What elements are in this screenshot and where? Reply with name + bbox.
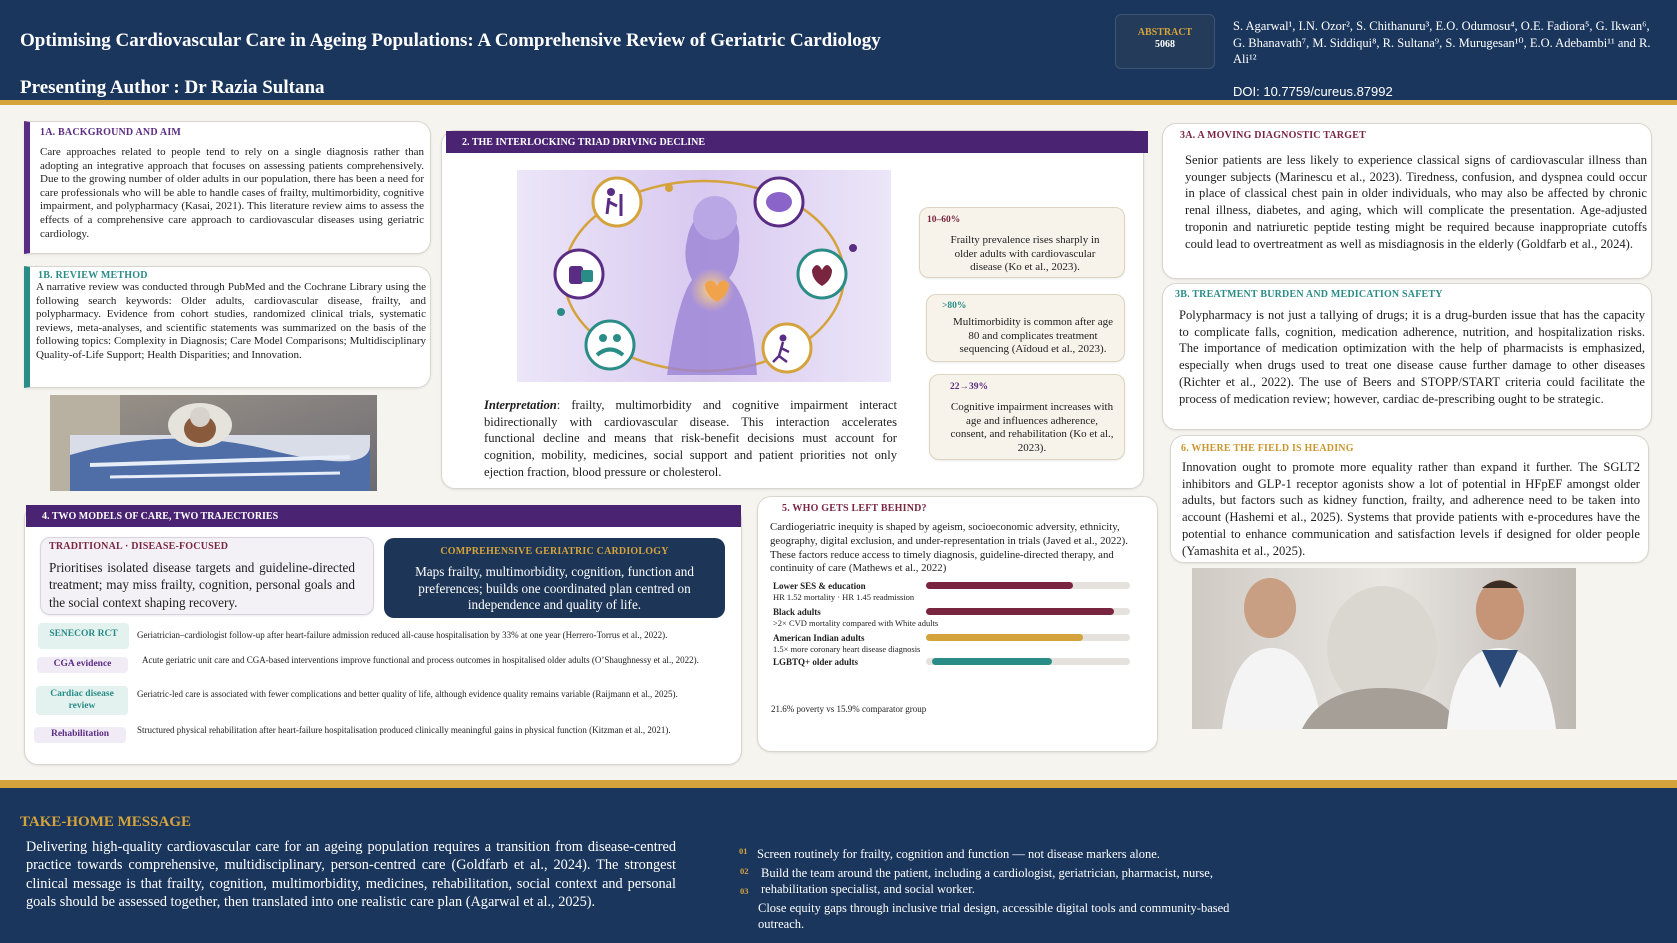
equity-group-stat: >2× CVD mortality compared with White adults <box>773 618 939 628</box>
take-home-number: 01 <box>739 846 748 856</box>
abstract-badge <box>1115 14 1215 69</box>
section-field-heading <box>1170 435 1649 563</box>
model-text: Prioritises isolated disease targets and guideline-directed treatment; may miss frailty, cognition, personal goals and the social context shaping recovery. <box>49 560 355 610</box>
model-title: TRADITIONAL · DISEASE-FOCUSED <box>49 541 229 552</box>
take-home-item: Build the team around the patient, including a cardiologist, geriatrician, pharmacist, nurse, rehabilitation specialist, and social worker. <box>761 866 1213 896</box>
equity-group-label: Lower SES & education <box>773 581 866 591</box>
stat-description: Cognitive impairment increases with age and influences adherence, consent, and rehabilitation (Ko et al., 2023). <box>950 401 1114 454</box>
frailty-node-icon <box>593 178 641 226</box>
poverty-footnote: 21.6% poverty vs 15.9% comparator group <box>771 704 927 714</box>
evidence-text: Structured physical rehabilitation after heart-failure hospitalisation produced clinically meaningful gains in physical function (Kitzman et al., 2021). <box>137 725 671 735</box>
triad-illustration <box>517 170 891 382</box>
model-text: Maps frailty, multimorbidity, cognition, function and preferences; builds one coordinated plan centred on independence and quality of life. <box>415 564 694 612</box>
triad-figure-svg <box>517 170 891 382</box>
medication-node-icon <box>555 250 603 298</box>
poster-title: Optimising Cardiovascular Care in Ageing Populations: A Comprehensive Review of Geriatric Cardiology <box>20 30 881 51</box>
equity-group-stat: 1.5× more coronary heart disease diagnosis <box>773 644 921 654</box>
section-title: 5. WHO GETS LEFT BEHIND? <box>782 503 927 514</box>
section-text: Polypharmacy is not just a tallying of drugs; it is a drug-burden issue that has the capacity to complicate falls, cognition, medication adherence, nutrition, and hospitalization risks. The importance of medication optimization with the help of pharmacists is emphasized, especially when drugs used to treat one disease cause further damage to other diseases (Richter et al., 2022). The use of Beers and STOPP/START criteria could facilitate the process of medication review; however, cardiac de-prescribing ought to be strategic. <box>1179 308 1645 406</box>
take-home-footer <box>0 780 1677 943</box>
section-who-left-behind <box>757 496 1158 752</box>
equity-group-label: LGBTQ+ older adults <box>773 657 858 667</box>
equity-bar-track <box>926 582 1130 589</box>
section-title: 1A. BACKGROUND AND AIM <box>40 127 182 138</box>
traditional-model-card <box>40 537 374 615</box>
stat-card-multimorbidity <box>926 294 1125 362</box>
brain-node-icon <box>755 178 803 226</box>
section-title: 1B. REVIEW METHOD <box>38 270 148 281</box>
take-home-number: 02 <box>740 866 749 876</box>
take-home-item: Close equity gaps through inclusive trial design, accessible digital tools and community-based outreach. <box>758 901 1230 931</box>
patient-in-bed-photo <box>50 395 377 491</box>
section-title: 6. WHERE THE FIELD IS HEADING <box>1181 443 1354 454</box>
stat-percent: 22→39% <box>950 382 988 392</box>
section-title-band: 2. THE INTERLOCKING TRIAD DRIVING DECLINE <box>446 131 1148 153</box>
interpretation-label: Interpretation <box>484 398 557 412</box>
clinicians-with-patient-photo <box>1192 568 1576 729</box>
stat-card-cognition <box>929 374 1125 460</box>
equity-group-stat: HR 1.52 mortality · HR 1.45 readmission <box>773 592 915 602</box>
take-home-text: Delivering high-quality cardiovascular care for an ageing population requires a transition from disease-centred practice towards comprehensive, multidisciplinary, person-centred care (Goldfarb et al., 2024). The strongest clinical message is that frailty, cognition, multimorbidity, medicines, rehabilitation, social context and personal goals should be assessed together, then translated into one realistic care plan (Agarwal et al., 2025). <box>26 839 676 910</box>
section-text: Cardiogeriatric inequity is shaped by ageism, socioeconomic adversity, ethnicity, geography, digital exclusion, and under-representation in trials (Javed et al., 2022). These factors reduce access to timely diagnosis, guideline-directed therapy, and continuity of care (Mathews et al., 2022) <box>770 521 1128 575</box>
equity-bar-fill <box>926 608 1114 615</box>
triad-interpretation <box>484 397 897 481</box>
equity-bar-fill <box>932 658 1052 665</box>
section-background-aim <box>24 121 431 254</box>
stat-description: Frailty prevalence rises sharply in older adults with cardiovascular disease (Ko et al., 2023). <box>950 234 1100 273</box>
evidence-text: Acute geriatric unit care and CGA-based interventions improve functional and process outcomes in hospitalised older adults (O’Shaughnessy et al., 2022). <box>142 655 699 665</box>
patient-photo-illustration <box>50 395 377 491</box>
stat-percent: 10–60% <box>927 215 961 225</box>
clinicians-photo-illustration <box>1192 568 1576 729</box>
evidence-tag-cardiac-review: Cardiac disease review <box>36 686 128 715</box>
take-home-number: 03 <box>740 886 749 896</box>
section-medication-safety <box>1162 283 1652 430</box>
equity-group-label: Black adults <box>773 607 821 617</box>
equity-group-label: American Indian adults <box>773 633 865 643</box>
stat-percent: >80% <box>942 301 967 311</box>
stat-description: Multimorbidity is common after age 80 and complicates treatment sequencing (Aïdoud et al., 2023). <box>952 316 1114 355</box>
section-title: 3B. TREATMENT BURDEN AND MEDICATION SAFETY <box>1175 289 1443 300</box>
section-text: A narrative review was conducted through PubMed and the Cochrane Library using the following search keywords: Older adults, cardiovascular disease, frailty, and polypharmacy. Evidence from cohort studies, randomized clinical trials, systematic reviews, meta-analyses, and scientific statements was summarized on the basis of the following topics: Complexity in Diagnosis; Care Model Comparisons; Multidisciplinary Quality-of-Life Support; Health Disparities; and Innovation. <box>36 281 426 361</box>
abstract-label: ABSTRACT <box>1137 27 1193 38</box>
section-title: 3A. A MOVING DIAGNOSTIC TARGET <box>1180 130 1366 141</box>
comprehensive-model-card <box>384 538 725 618</box>
evidence-tag-senecor: SENECOR RCT <box>38 623 129 649</box>
take-home-title: TAKE-HOME MESSAGE <box>20 814 191 830</box>
equity-bar-track <box>926 634 1130 641</box>
author-list: S. Agarwal¹, I.N. Ozor², S. Chithanuru³, E.O. Odumosu⁴, O.E. Fadiora⁵, G. Ikwan⁶, G. Bhanavath⁷, M. Siddiqui⁸, R. Sultana⁹, S. Murugesan¹⁰, E.O. Adebambi¹¹ and R. Ali¹² <box>1233 19 1651 66</box>
care-team-node-icon <box>586 321 634 369</box>
equity-bar-fill <box>926 634 1083 641</box>
poster-header <box>0 0 1677 105</box>
section-text: Innovation ought to promote more equality rather than expand it further. The SGLT2 inhibitors and GLP-1 receptor agonists show a lot of potential in HFpEF amongst older adults, but factors such as kidney function, frailty, and adherence need to be taken into account (Hashemi et al., 2025). Systems that provide patients with e-procedures have the potential to enhance communication and satisfaction levels if designed for older people (Yamashita et al., 2025). <box>1182 460 1640 558</box>
model-title: COMPREHENSIVE GERIATRIC CARDIOLOGY <box>440 546 669 557</box>
evidence-tag-cga: CGA evidence <box>37 657 128 673</box>
stat-card-frailty <box>919 207 1125 278</box>
evidence-text: Geriatrician–cardiologist follow-up after heart-failure admission reduced all-cause hospitalisation by 33% at one year (Herrero-Torrus et al., 2022). <box>137 630 668 640</box>
section-diagnostic-target <box>1162 123 1652 279</box>
abstract-number: 5068 <box>1155 39 1175 50</box>
equity-bar-track <box>926 658 1130 665</box>
equity-bar-track <box>926 608 1130 615</box>
doi-link[interactable]: DOI: 10.7759/cureus.87992 <box>1233 84 1393 99</box>
section-text: Senior patients are less likely to experience classical signs of cardiovascular illness than younger subjects (Marinescu et al., 2023). Tiredness, confusion, and dyspnea could occur in place of classical chest pain in older individuals, who may also be affected by chronic renal illness, diabetes, and aging, which will complicate the presentation. Age-adjusted troponin and natriuretic peptide testing might be required because inappropriate cutoffs could lead to overtreatment as well as misdiagnosis in the elderly (Goldfarb et al., 2024). <box>1185 153 1647 251</box>
evidence-text: Geriatric-led care is associated with fewer complications and better quality of life, although evidence quality remains variable (Raijmann et al., 2025). <box>137 689 678 699</box>
organs-node-icon <box>798 250 846 298</box>
section-text: Care approaches related to people tend to rely on a single diagnosis rather than adopting an integrative approach that focuses on assessing patients comprehensively. Due to the growing number of older adults in our population, there has been a need for care professionals who will be able to handle cases of frailty, multimorbidity, cognitive impairment, and polypharmacy (Kasai, 2021). This literature review aims to assess the effects of a comprehensive care approach to cardiovascular diseases using geriatric cardiology. <box>40 146 424 240</box>
interpretation-text: : frailty, multimorbidity and cognitive impairment interact bidirectionally with cardiovascular disease. This interaction accelerates functional decline and means that risk-benefit decisions must account for cognition, mobility, medicines, social support and patient priorities not only ejection fraction, blood pressure or cholesterol. <box>484 398 897 479</box>
rehabilitation-node-icon <box>763 324 811 372</box>
take-home-item: Screen routinely for frailty, cognition and function — not disease markers alone. <box>757 847 1160 861</box>
presenting-author: Presenting Author : Dr Razia Sultana <box>20 77 325 98</box>
evidence-tag-rehabilitation: Rehabilitation <box>34 727 126 743</box>
section-title-band: 4. TWO MODELS OF CARE, TWO TRAJECTORIES <box>26 505 741 527</box>
section-review-method <box>24 266 431 388</box>
equity-bar-fill <box>926 582 1073 589</box>
